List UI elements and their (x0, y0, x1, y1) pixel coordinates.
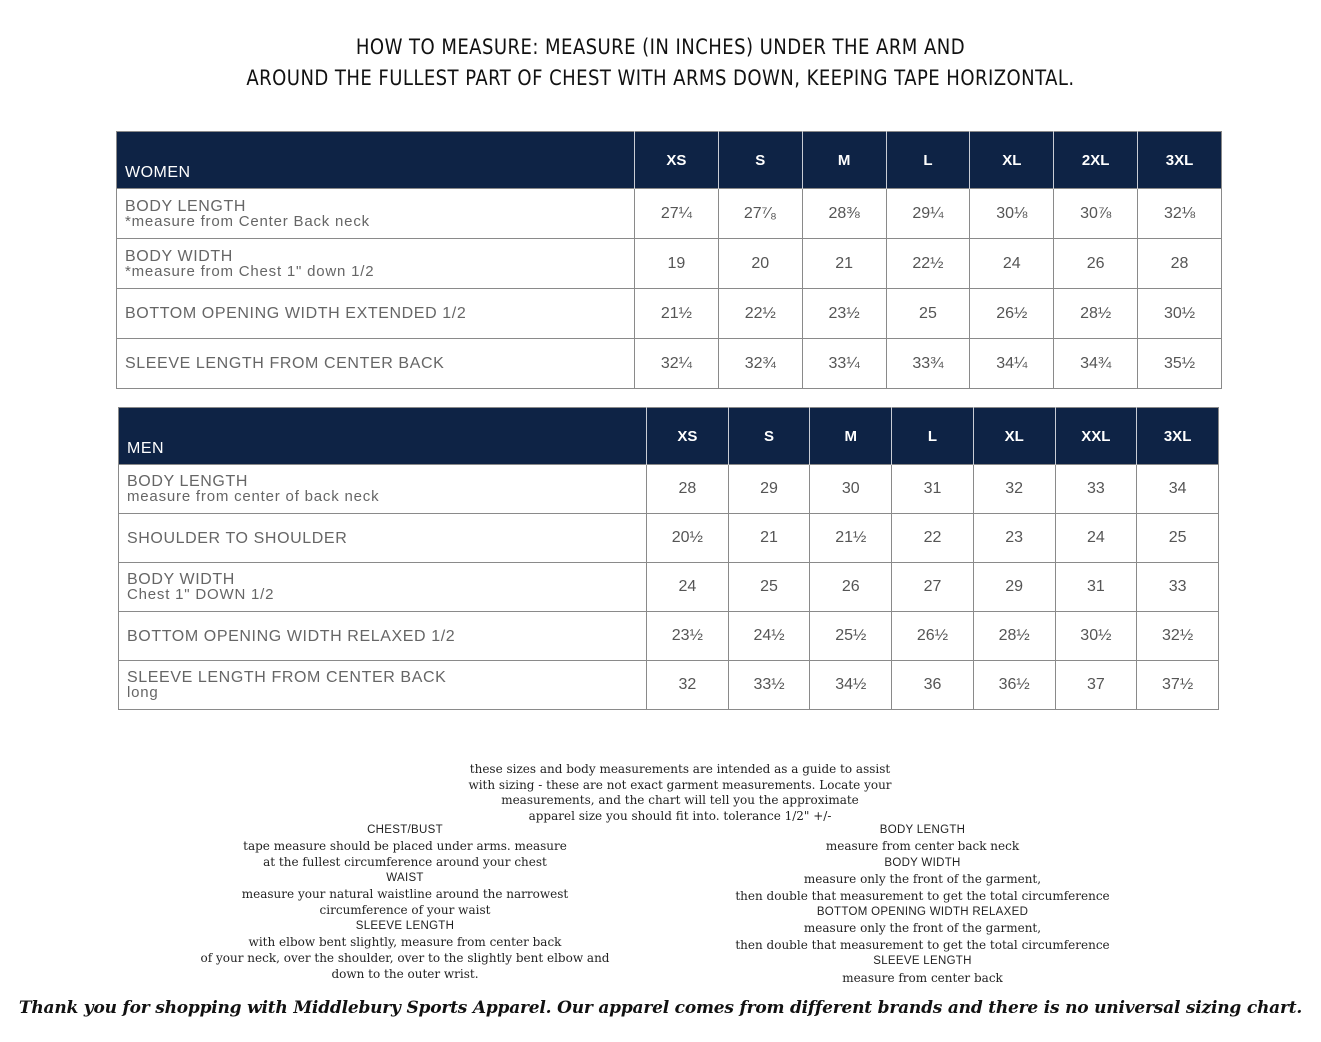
women-size-table (116, 131, 1222, 389)
note-heading: BODY LENGTH (879, 824, 966, 836)
measurement-value: 22 (892, 514, 974, 563)
measurement-value: 26½ (970, 289, 1054, 339)
thank-you-footer: Thank you for shopping with Middlebury Sports Apparel. Our apparel comes from different brands and there is no universal sizing chart. (18, 998, 1303, 1018)
measurement-value: 30 (810, 465, 892, 514)
measurement-value: 21½ (635, 289, 719, 339)
table-row (119, 612, 1219, 661)
note-text: down to the outer wrist. (331, 967, 479, 981)
sizing-guide-intro (380, 762, 980, 824)
measurement-name: SLEEVE LENGTH FROM CENTER BACK (125, 355, 445, 372)
note-text: measure your natural waistline around the narrowest (241, 887, 569, 901)
measurement-value: 37 (1055, 661, 1137, 710)
table-row (119, 563, 1219, 612)
measurement-value: 26 (1054, 239, 1138, 289)
measurement-value: 34¾ (1054, 339, 1138, 389)
size-header: XS (647, 408, 729, 465)
measurement-note: long (127, 684, 159, 701)
measuring-notes-left (140, 822, 670, 982)
note-text: then double that measurement to get the total circumference (735, 937, 1110, 952)
measurement-value: 21½ (810, 514, 892, 563)
note-heading: SLEEVE LENGTH (873, 955, 972, 968)
measurement-value: 28 (1138, 239, 1222, 289)
note-heading: CHEST/BUST (367, 824, 443, 836)
table-row (119, 465, 1219, 514)
note-text: measure only the front of the garment, (803, 921, 1042, 936)
size-header: XXL (1055, 408, 1137, 465)
measurement-value: 28½ (1054, 289, 1138, 339)
measurement-value: 32⅛ (1138, 189, 1222, 239)
measurement-value: 33¾ (886, 339, 970, 389)
measurement-value: 30½ (1055, 612, 1137, 661)
measurement-value: 32½ (1137, 612, 1219, 661)
table-row (117, 239, 1222, 289)
measurement-value: 27 (892, 563, 974, 612)
measurement-value: 22½ (886, 239, 970, 289)
measurement-value: 33 (1137, 563, 1219, 612)
note-text: then double that measurement to get the total circumference (735, 888, 1110, 903)
measurement-label (119, 465, 647, 514)
measurement-note: Chest 1" DOWN 1/2 (127, 586, 275, 603)
measurement-value: 21 (728, 514, 810, 563)
men-table-title: MEN (119, 408, 647, 465)
measurement-name: BODY WIDTH (127, 571, 235, 588)
measurement-value: 32¼ (635, 339, 719, 389)
measurement-value: 24 (970, 239, 1054, 289)
measurement-name: SLEEVE LENGTH FROM CENTER BACK (127, 669, 447, 686)
size-header: S (728, 408, 810, 465)
measurement-value: 20 (718, 239, 802, 289)
measurement-label (117, 189, 635, 239)
size-header: 3XL (1138, 132, 1222, 189)
measurement-name: BOTTOM OPENING WIDTH RELAXED 1/2 (127, 627, 456, 645)
men-header-row (119, 408, 1219, 465)
men-size-table (118, 407, 1219, 710)
measurement-value: 33 (1055, 465, 1137, 514)
measurement-value: 30½ (1138, 289, 1222, 339)
note-heading: BOTTOM OPENING WIDTH RELAXED (816, 906, 1029, 919)
note-text: measure from center back (842, 970, 1003, 985)
measurement-value: 27⁷⁄₈ (718, 189, 802, 239)
measurement-value: 23½ (647, 612, 729, 661)
measurement-value: 31 (892, 465, 974, 514)
women-header-row (117, 132, 1222, 189)
measurement-value: 30⅛ (970, 189, 1054, 239)
measurement-value: 21 (802, 239, 886, 289)
measurement-value: 26 (810, 563, 892, 612)
size-header: XL (973, 408, 1055, 465)
table-row (117, 189, 1222, 239)
women-table-title: WOMEN (117, 132, 635, 189)
measurement-value: 33¼ (802, 339, 886, 389)
size-header: 2XL (1054, 132, 1138, 189)
note-text: measure from center back neck (825, 839, 1020, 854)
measurement-label (119, 514, 647, 563)
measurement-value: 24½ (728, 612, 810, 661)
note-heading: SLEEVE LENGTH (355, 920, 455, 932)
intro-line: with sizing - these are not exact garment measurements. Locate your (468, 777, 892, 792)
measurement-value: 28⅜ (802, 189, 886, 239)
measurement-value: 23 (973, 514, 1055, 563)
measurement-label (119, 661, 647, 710)
measurement-value: 29 (973, 563, 1055, 612)
size-header: XL (970, 132, 1054, 189)
measurement-name: BODY LENGTH (125, 197, 246, 215)
size-header: XS (635, 132, 719, 189)
measurement-value: 19 (635, 239, 719, 289)
instructions-line-1: HOW TO MEASURE: MEASURE (IN INCHES) UNDER THE ARM AND (355, 35, 966, 59)
note-heading: WAIST (386, 872, 424, 884)
measurement-label (119, 563, 647, 612)
intro-line: apparel size you should fit into. tolerance 1/2" +/- (528, 808, 832, 823)
measuring-notes-right (660, 822, 1185, 986)
measurement-name: SHOULDER TO SHOULDER (127, 529, 348, 547)
measurement-value: 25½ (810, 612, 892, 661)
measurement-value: 37½ (1137, 661, 1219, 710)
measurement-value: 34¼ (970, 339, 1054, 389)
size-header: S (718, 132, 802, 189)
measurement-value: 28½ (973, 612, 1055, 661)
measurement-value: 32¾ (718, 339, 802, 389)
measurement-label (117, 289, 635, 339)
intro-line: these sizes and body measurements are intended as a guide to assist (469, 762, 891, 776)
measurement-value: 20½ (647, 514, 729, 563)
size-header: M (810, 408, 892, 465)
measurement-note: *measure from Chest 1" down 1/2 (125, 262, 375, 280)
measurement-value: 22½ (718, 289, 802, 339)
measurement-name: BOTTOM OPENING WIDTH EXTENDED 1/2 (125, 305, 467, 322)
instructions-line-2: AROUND THE FULLEST PART OF CHEST WITH ARMS DOWN, KEEPING TAPE HORIZONTAL. (246, 66, 1075, 90)
table-row (119, 514, 1219, 563)
measurement-value: 34 (1137, 465, 1219, 514)
measurement-value: 24 (647, 563, 729, 612)
note-heading: BODY WIDTH (884, 856, 961, 869)
measurement-name: BODY WIDTH (125, 247, 233, 265)
note-text: measure only the front of the garment, (803, 872, 1042, 887)
intro-line: measurements, and the chart will tell you the approximate (501, 793, 859, 807)
measurement-note: *measure from Center Back neck (125, 212, 370, 230)
measurement-label (117, 239, 635, 289)
size-header: L (886, 132, 970, 189)
measure-instructions (92, 32, 1228, 94)
measurement-value: 36 (892, 661, 974, 710)
measurement-value: 25 (1137, 514, 1219, 563)
table-row (119, 661, 1219, 710)
measurement-value: 23½ (802, 289, 886, 339)
measurement-value: 29 (728, 465, 810, 514)
note-text: of your neck, over the shoulder, over to the slightly bent elbow and (200, 951, 610, 965)
note-text: circumference of your waist (319, 903, 491, 917)
measurement-value: 32 (973, 465, 1055, 514)
measurement-value: 24 (1055, 514, 1137, 563)
measurement-value: 36½ (973, 661, 1055, 710)
table-row (117, 339, 1222, 389)
measurement-value: 25 (728, 563, 810, 612)
measurement-value: 30⅞ (1054, 189, 1138, 239)
measurement-value: 25 (886, 289, 970, 339)
measurement-label (119, 612, 647, 661)
size-header: M (802, 132, 886, 189)
measurement-value: 35½ (1138, 339, 1222, 389)
measurement-note: measure from center of back neck (127, 488, 380, 505)
measurement-value: 32 (647, 661, 729, 710)
note-text: with elbow bent slightly, measure from center back (248, 935, 562, 949)
table-row (117, 289, 1222, 339)
measurement-value: 26½ (892, 612, 974, 661)
measurement-value: 31 (1055, 563, 1137, 612)
size-header: L (892, 408, 974, 465)
measurement-label (117, 339, 635, 389)
measurement-name: BODY LENGTH (127, 473, 248, 490)
measurement-value: 33½ (728, 661, 810, 710)
note-text: tape measure should be placed under arms. measure (243, 839, 567, 853)
note-text: at the fullest circumference around your chest (263, 855, 547, 869)
measurement-value: 28 (647, 465, 729, 514)
measurement-value: 34½ (810, 661, 892, 710)
measurement-value: 27¼ (635, 189, 719, 239)
measurement-value: 29¼ (886, 189, 970, 239)
size-header: 3XL (1137, 408, 1219, 465)
